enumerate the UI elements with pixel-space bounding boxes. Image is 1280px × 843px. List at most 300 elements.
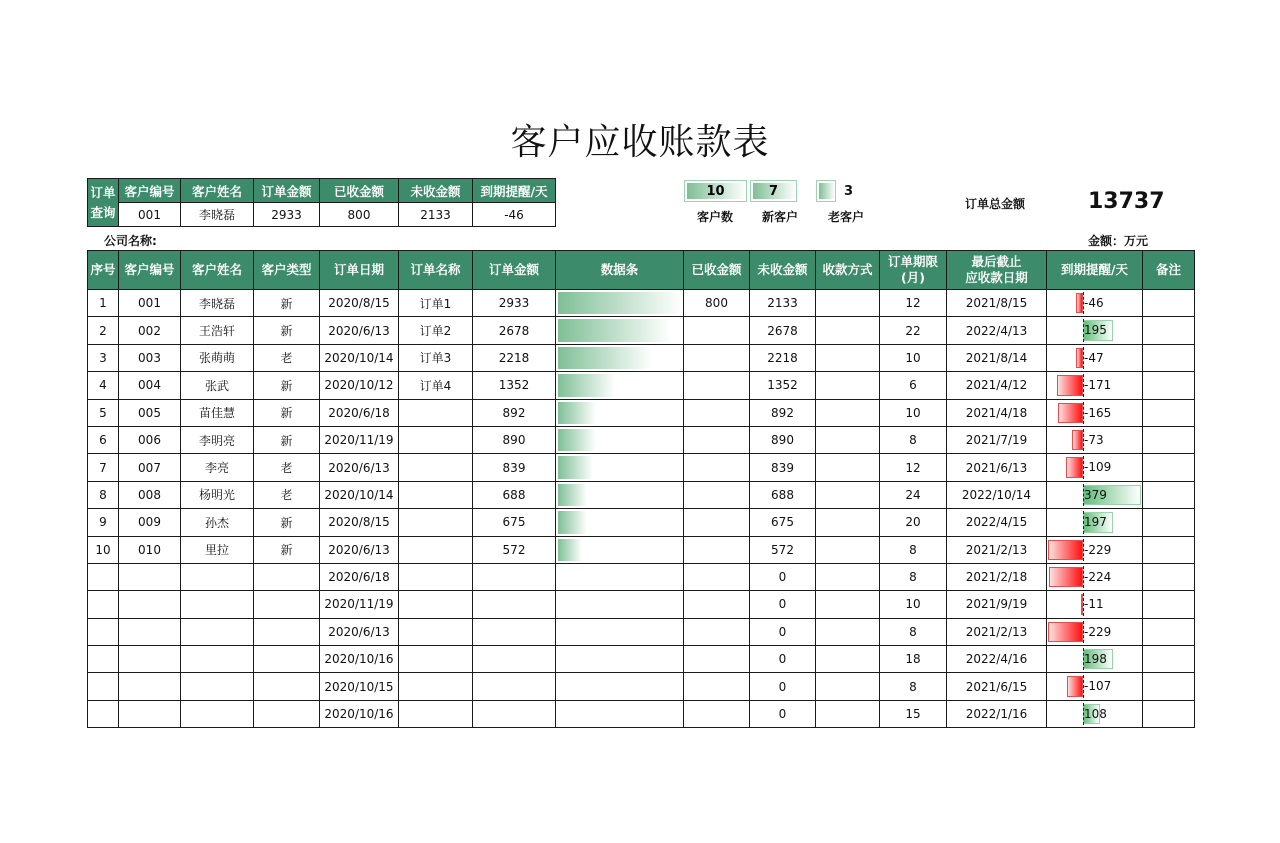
cell-10[interactable] bbox=[816, 700, 880, 727]
table-header-row bbox=[88, 251, 1195, 290]
cell-2[interactable] bbox=[181, 618, 254, 645]
amount-data-bar bbox=[558, 347, 652, 369]
cell-11[interactable]: 10 bbox=[880, 344, 947, 371]
cell-10[interactable] bbox=[816, 399, 880, 426]
cell-10[interactable] bbox=[816, 372, 880, 399]
cell-12[interactable]: 2021/2/13 bbox=[947, 536, 1047, 563]
cell-8[interactable] bbox=[684, 426, 750, 453]
cell-6[interactable] bbox=[473, 618, 556, 645]
cell-14[interactable] bbox=[1143, 673, 1195, 700]
cell-6[interactable]: 675 bbox=[473, 509, 556, 536]
cell-6[interactable] bbox=[473, 646, 556, 673]
cell-4[interactable]: 2020/6/13 bbox=[320, 317, 399, 344]
cell-10[interactable] bbox=[816, 426, 880, 453]
cell-4[interactable]: 2020/10/15 bbox=[320, 673, 399, 700]
cell-0[interactable]: 4 bbox=[88, 372, 119, 399]
cell-6[interactable]: 572 bbox=[473, 536, 556, 563]
cell-4[interactable]: 2020/6/13 bbox=[320, 618, 399, 645]
cell-10[interactable] bbox=[816, 317, 880, 344]
cell-14[interactable] bbox=[1143, 591, 1195, 618]
cell-11[interactable]: 8 bbox=[880, 618, 947, 645]
cell-11[interactable]: 24 bbox=[880, 481, 947, 508]
cell-5[interactable] bbox=[399, 673, 473, 700]
new-customer-label: 新客户 bbox=[762, 210, 799, 224]
cell-9[interactable]: 0 bbox=[750, 673, 816, 700]
column-header: 未收金额 bbox=[750, 251, 816, 290]
cell-8[interactable] bbox=[684, 700, 750, 727]
cell-12[interactable]: 2021/8/14 bbox=[947, 344, 1047, 371]
cell-1[interactable]: 005 bbox=[119, 399, 181, 426]
due-data-bar bbox=[1049, 567, 1083, 587]
due-days-value: -109 bbox=[1084, 460, 1112, 475]
query-header: 到期提醒/天 bbox=[473, 179, 556, 203]
cell-10[interactable] bbox=[816, 509, 880, 536]
cell-10[interactable] bbox=[816, 618, 880, 645]
amount-data-bar bbox=[558, 429, 596, 451]
cell-0[interactable]: 10 bbox=[88, 536, 119, 563]
cell-2[interactable] bbox=[181, 646, 254, 673]
cell-1[interactable]: 004 bbox=[119, 372, 181, 399]
cell-3[interactable]: 老 bbox=[254, 344, 320, 371]
cell-3[interactable]: 新 bbox=[254, 509, 320, 536]
column-header: 收款方式 bbox=[816, 251, 880, 290]
data-bar-cell[interactable] bbox=[556, 399, 684, 426]
cell-12[interactable]: 2022/4/16 bbox=[947, 646, 1047, 673]
table-row bbox=[88, 372, 1195, 399]
table-row bbox=[88, 290, 1195, 317]
cell-5[interactable]: 订单2 bbox=[399, 317, 473, 344]
cell-0[interactable]: 1 bbox=[88, 290, 119, 317]
receivables-table bbox=[87, 250, 1195, 728]
data-bar-cell[interactable] bbox=[556, 563, 684, 590]
due-reminder-cell[interactable] bbox=[1047, 290, 1143, 317]
table-row bbox=[88, 591, 1195, 618]
cell-3[interactable]: 新 bbox=[254, 399, 320, 426]
cell-0[interactable] bbox=[88, 700, 119, 727]
cell-0[interactable] bbox=[88, 673, 119, 700]
cell-10[interactable] bbox=[816, 591, 880, 618]
cell-5[interactable] bbox=[399, 563, 473, 590]
due-days-value: -165 bbox=[1084, 405, 1112, 420]
cell-11[interactable]: 22 bbox=[880, 317, 947, 344]
cell-11[interactable]: 8 bbox=[880, 536, 947, 563]
due-reminder-cell[interactable] bbox=[1047, 509, 1143, 536]
cell-3[interactable]: 新 bbox=[254, 372, 320, 399]
cell-8[interactable]: 800 bbox=[684, 290, 750, 317]
cell-1[interactable]: 008 bbox=[119, 481, 181, 508]
cell-0[interactable]: 2 bbox=[88, 317, 119, 344]
cell-1[interactable]: 010 bbox=[119, 536, 181, 563]
query-header: 订单金额 bbox=[254, 179, 320, 203]
cell-14[interactable] bbox=[1143, 290, 1195, 317]
cell-1[interactable]: 006 bbox=[119, 426, 181, 453]
cell-14[interactable] bbox=[1143, 618, 1195, 645]
column-header: 客户编号 bbox=[119, 251, 181, 290]
query-value[interactable]: 800 bbox=[320, 203, 399, 227]
query-value[interactable]: -46 bbox=[473, 203, 556, 227]
cell-14[interactable] bbox=[1143, 372, 1195, 399]
cell-8[interactable] bbox=[684, 481, 750, 508]
cell-4[interactable]: 2020/11/19 bbox=[320, 426, 399, 453]
cell-2[interactable] bbox=[181, 563, 254, 590]
due-days-value: -229 bbox=[1084, 542, 1112, 557]
cell-3[interactable] bbox=[254, 591, 320, 618]
cell-2[interactable]: 王浩轩 bbox=[181, 317, 254, 344]
cell-2[interactable]: 张武 bbox=[181, 372, 254, 399]
due-reminder-cell[interactable] bbox=[1047, 372, 1143, 399]
cell-4[interactable]: 2020/10/16 bbox=[320, 700, 399, 727]
due-days-value: 198 bbox=[1084, 652, 1107, 667]
cell-5[interactable] bbox=[399, 591, 473, 618]
cell-14[interactable] bbox=[1143, 481, 1195, 508]
cell-9[interactable]: 688 bbox=[750, 481, 816, 508]
cell-12[interactable]: 2021/6/13 bbox=[947, 454, 1047, 481]
cell-6[interactable]: 892 bbox=[473, 399, 556, 426]
cell-2[interactable] bbox=[181, 591, 254, 618]
cell-4[interactable]: 2020/6/18 bbox=[320, 563, 399, 590]
cell-9[interactable]: 0 bbox=[750, 563, 816, 590]
query-header: 客户姓名 bbox=[181, 179, 254, 203]
data-bar-cell[interactable] bbox=[556, 700, 684, 727]
cell-12[interactable]: 2021/2/18 bbox=[947, 563, 1047, 590]
due-reminder-cell[interactable] bbox=[1047, 536, 1143, 563]
cell-3[interactable]: 老 bbox=[254, 481, 320, 508]
cell-14[interactable] bbox=[1143, 317, 1195, 344]
data-bar-cell[interactable] bbox=[556, 372, 684, 399]
cell-3[interactable] bbox=[254, 618, 320, 645]
cell-12[interactable]: 2021/4/12 bbox=[947, 372, 1047, 399]
query-header: 已收金额 bbox=[320, 179, 399, 203]
cell-1[interactable]: 007 bbox=[119, 454, 181, 481]
cell-0[interactable] bbox=[88, 646, 119, 673]
cell-10[interactable] bbox=[816, 344, 880, 371]
cell-8[interactable] bbox=[684, 673, 750, 700]
cell-6[interactable]: 890 bbox=[473, 426, 556, 453]
cell-9[interactable]: 2133 bbox=[750, 290, 816, 317]
due-data-bar bbox=[1048, 622, 1083, 642]
cell-14[interactable] bbox=[1143, 509, 1195, 536]
cell-3[interactable]: 新 bbox=[254, 426, 320, 453]
cell-12[interactable]: 2021/6/15 bbox=[947, 673, 1047, 700]
cell-5[interactable] bbox=[399, 426, 473, 453]
query-header: 客户编号 bbox=[119, 179, 181, 203]
cell-8[interactable] bbox=[684, 454, 750, 481]
cell-6[interactable]: 2218 bbox=[473, 344, 556, 371]
due-reminder-cell[interactable] bbox=[1047, 426, 1143, 453]
cell-1[interactable] bbox=[119, 591, 181, 618]
cell-1[interactable] bbox=[119, 646, 181, 673]
column-header: 订单金额 bbox=[473, 251, 556, 290]
cell-0[interactable]: 8 bbox=[88, 481, 119, 508]
cell-3[interactable]: 新 bbox=[254, 317, 320, 344]
table-row bbox=[88, 646, 1195, 673]
table-row bbox=[88, 454, 1195, 481]
cell-6[interactable] bbox=[473, 591, 556, 618]
cell-14[interactable] bbox=[1143, 399, 1195, 426]
cell-1[interactable]: 002 bbox=[119, 317, 181, 344]
cell-1[interactable] bbox=[119, 618, 181, 645]
due-data-bar bbox=[1066, 457, 1083, 477]
cell-11[interactable]: 18 bbox=[880, 646, 947, 673]
cell-3[interactable] bbox=[254, 646, 320, 673]
cell-3[interactable] bbox=[254, 700, 320, 727]
cell-14[interactable] bbox=[1143, 563, 1195, 590]
cell-6[interactable] bbox=[473, 700, 556, 727]
cell-5[interactable] bbox=[399, 700, 473, 727]
amount-data-bar bbox=[558, 511, 587, 533]
due-reminder-cell[interactable] bbox=[1047, 673, 1143, 700]
cell-10[interactable] bbox=[816, 454, 880, 481]
cell-11[interactable]: 20 bbox=[880, 509, 947, 536]
cell-10[interactable] bbox=[816, 646, 880, 673]
cell-9[interactable]: 892 bbox=[750, 399, 816, 426]
data-bar-cell[interactable] bbox=[556, 646, 684, 673]
cell-3[interactable] bbox=[254, 563, 320, 590]
cell-9[interactable]: 2218 bbox=[750, 344, 816, 371]
table-row bbox=[88, 317, 1195, 344]
due-days-value: -73 bbox=[1084, 432, 1104, 447]
cell-2[interactable]: 苗佳慧 bbox=[181, 399, 254, 426]
table-row bbox=[88, 700, 1195, 727]
cell-11[interactable]: 12 bbox=[880, 454, 947, 481]
due-days-value: -47 bbox=[1084, 350, 1104, 365]
cell-0[interactable]: 7 bbox=[88, 454, 119, 481]
due-reminder-cell[interactable] bbox=[1047, 344, 1143, 371]
cell-12[interactable]: 2022/10/14 bbox=[947, 481, 1047, 508]
cell-10[interactable] bbox=[816, 673, 880, 700]
cell-8[interactable] bbox=[684, 618, 750, 645]
due-data-bar bbox=[1076, 348, 1083, 368]
cell-9[interactable]: 1352 bbox=[750, 372, 816, 399]
cell-8[interactable] bbox=[684, 344, 750, 371]
cell-9[interactable]: 0 bbox=[750, 618, 816, 645]
cell-6[interactable]: 1352 bbox=[473, 372, 556, 399]
cell-14[interactable] bbox=[1143, 536, 1195, 563]
due-days-value: -107 bbox=[1084, 679, 1112, 694]
data-bar-cell[interactable] bbox=[556, 317, 684, 344]
query-value[interactable]: 2933 bbox=[254, 203, 320, 227]
cell-1[interactable]: 003 bbox=[119, 344, 181, 371]
cell-4[interactable]: 2020/10/16 bbox=[320, 646, 399, 673]
cell-9[interactable]: 839 bbox=[750, 454, 816, 481]
cell-8[interactable] bbox=[684, 646, 750, 673]
cell-2[interactable]: 张萌萌 bbox=[181, 344, 254, 371]
cell-8[interactable] bbox=[684, 536, 750, 563]
cell-4[interactable]: 2020/6/13 bbox=[320, 536, 399, 563]
cell-6[interactable]: 839 bbox=[473, 454, 556, 481]
cell-3[interactable]: 老 bbox=[254, 454, 320, 481]
cell-5[interactable] bbox=[399, 536, 473, 563]
cell-2[interactable]: 里拉 bbox=[181, 536, 254, 563]
data-bar-cell[interactable] bbox=[556, 454, 684, 481]
table-row bbox=[88, 618, 1195, 645]
cell-3[interactable] bbox=[254, 673, 320, 700]
due-reminder-cell[interactable] bbox=[1047, 317, 1143, 344]
due-days-value: 379 bbox=[1084, 487, 1107, 502]
cell-9[interactable]: 0 bbox=[750, 646, 816, 673]
cell-2[interactable] bbox=[181, 673, 254, 700]
cell-6[interactable]: 2933 bbox=[473, 290, 556, 317]
due-reminder-cell[interactable] bbox=[1047, 591, 1143, 618]
cell-4[interactable]: 2020/8/15 bbox=[320, 509, 399, 536]
due-reminder-cell[interactable] bbox=[1047, 399, 1143, 426]
cell-9[interactable]: 2678 bbox=[750, 317, 816, 344]
due-days-value: 197 bbox=[1084, 515, 1107, 530]
cell-8[interactable] bbox=[684, 399, 750, 426]
cell-9[interactable]: 0 bbox=[750, 591, 816, 618]
data-bar-cell[interactable] bbox=[556, 290, 684, 317]
data-bar-cell[interactable] bbox=[556, 509, 684, 536]
cell-0[interactable] bbox=[88, 563, 119, 590]
cell-12[interactable]: 2022/4/13 bbox=[947, 317, 1047, 344]
cell-5[interactable]: 订单1 bbox=[399, 290, 473, 317]
data-bar-cell[interactable] bbox=[556, 673, 684, 700]
cell-5[interactable] bbox=[399, 646, 473, 673]
cell-9[interactable]: 890 bbox=[750, 426, 816, 453]
cell-12[interactable]: 2021/2/13 bbox=[947, 618, 1047, 645]
due-reminder-cell[interactable] bbox=[1047, 618, 1143, 645]
cell-11[interactable]: 8 bbox=[880, 426, 947, 453]
cell-11[interactable]: 15 bbox=[880, 700, 947, 727]
cell-2[interactable]: 李晓磊 bbox=[181, 290, 254, 317]
cell-12[interactable]: 2021/4/18 bbox=[947, 399, 1047, 426]
column-header: 已收金额 bbox=[684, 251, 750, 290]
cell-12[interactable]: 2021/8/15 bbox=[947, 290, 1047, 317]
amount-data-bar bbox=[558, 484, 587, 506]
cell-3[interactable]: 新 bbox=[254, 290, 320, 317]
cell-14[interactable] bbox=[1143, 344, 1195, 371]
cell-12[interactable]: 2022/4/15 bbox=[947, 509, 1047, 536]
cell-10[interactable] bbox=[816, 563, 880, 590]
cell-11[interactable]: 10 bbox=[880, 399, 947, 426]
new-customer-box bbox=[750, 180, 797, 202]
cell-5[interactable] bbox=[399, 454, 473, 481]
cell-10[interactable] bbox=[816, 536, 880, 563]
cell-11[interactable]: 8 bbox=[880, 673, 947, 700]
total-amount-value: 13737 bbox=[1088, 189, 1165, 214]
cell-9[interactable]: 675 bbox=[750, 509, 816, 536]
cell-8[interactable] bbox=[684, 591, 750, 618]
due-days-value: -229 bbox=[1084, 624, 1112, 639]
cell-4[interactable]: 2020/11/19 bbox=[320, 591, 399, 618]
cell-1[interactable] bbox=[119, 563, 181, 590]
cell-11[interactable]: 8 bbox=[880, 563, 947, 590]
cell-9[interactable]: 0 bbox=[750, 700, 816, 727]
due-reminder-cell[interactable] bbox=[1047, 481, 1143, 508]
due-reminder-cell[interactable] bbox=[1047, 563, 1143, 590]
cell-4[interactable]: 2020/10/14 bbox=[320, 344, 399, 371]
amount-data-bar bbox=[558, 539, 582, 561]
due-days-value: -11 bbox=[1084, 597, 1104, 612]
query-value[interactable]: 2133 bbox=[399, 203, 473, 227]
cell-12[interactable]: 2021/9/19 bbox=[947, 591, 1047, 618]
query-value[interactable]: 李晓磊 bbox=[181, 203, 254, 227]
cell-10[interactable] bbox=[816, 481, 880, 508]
cell-11[interactable]: 6 bbox=[880, 372, 947, 399]
cell-5[interactable] bbox=[399, 481, 473, 508]
cell-5[interactable] bbox=[399, 399, 473, 426]
cell-3[interactable]: 新 bbox=[254, 536, 320, 563]
cell-14[interactable] bbox=[1143, 454, 1195, 481]
cell-6[interactable] bbox=[473, 673, 556, 700]
due-reminder-cell[interactable] bbox=[1047, 700, 1143, 727]
cell-5[interactable] bbox=[399, 509, 473, 536]
cell-4[interactable]: 2020/6/18 bbox=[320, 399, 399, 426]
table-row bbox=[88, 481, 1195, 508]
cell-0[interactable]: 9 bbox=[88, 509, 119, 536]
cell-14[interactable] bbox=[1143, 426, 1195, 453]
cell-2[interactable]: 杨明光 bbox=[181, 481, 254, 508]
cell-2[interactable]: 李亮 bbox=[181, 454, 254, 481]
cell-11[interactable]: 12 bbox=[880, 290, 947, 317]
due-data-bar bbox=[1072, 430, 1083, 450]
cell-0[interactable] bbox=[88, 618, 119, 645]
cell-12[interactable]: 2022/1/16 bbox=[947, 700, 1047, 727]
cell-8[interactable] bbox=[684, 372, 750, 399]
cell-0[interactable] bbox=[88, 591, 119, 618]
customer-count-box bbox=[684, 180, 747, 202]
cell-8[interactable] bbox=[684, 563, 750, 590]
old-customer-bar bbox=[816, 180, 836, 202]
old-customer-label: 老客户 bbox=[828, 210, 865, 224]
cell-5[interactable] bbox=[399, 618, 473, 645]
data-bar-cell[interactable] bbox=[556, 591, 684, 618]
cell-6[interactable]: 688 bbox=[473, 481, 556, 508]
cell-0[interactable]: 6 bbox=[88, 426, 119, 453]
cell-5[interactable]: 订单3 bbox=[399, 344, 473, 371]
table-row bbox=[88, 399, 1195, 426]
cell-10[interactable] bbox=[816, 290, 880, 317]
cell-6[interactable] bbox=[473, 563, 556, 590]
cell-14[interactable] bbox=[1143, 646, 1195, 673]
due-data-bar bbox=[1067, 676, 1083, 696]
cell-1[interactable]: 001 bbox=[119, 290, 181, 317]
cell-1[interactable] bbox=[119, 700, 181, 727]
due-days-value: -171 bbox=[1084, 378, 1112, 393]
cell-4[interactable]: 2020/10/12 bbox=[320, 372, 399, 399]
cell-12[interactable]: 2021/7/19 bbox=[947, 426, 1047, 453]
due-reminder-cell[interactable] bbox=[1047, 454, 1143, 481]
cell-2[interactable] bbox=[181, 700, 254, 727]
old-customer-value: 3 bbox=[844, 184, 854, 199]
data-bar-cell[interactable] bbox=[556, 536, 684, 563]
cell-2[interactable]: 李明亮 bbox=[181, 426, 254, 453]
cell-0[interactable]: 5 bbox=[88, 399, 119, 426]
cell-1[interactable]: 009 bbox=[119, 509, 181, 536]
cell-14[interactable] bbox=[1143, 700, 1195, 727]
data-bar-cell[interactable] bbox=[556, 618, 684, 645]
cell-2[interactable]: 孙杰 bbox=[181, 509, 254, 536]
due-reminder-cell[interactable] bbox=[1047, 646, 1143, 673]
cell-4[interactable]: 2020/8/15 bbox=[320, 290, 399, 317]
cell-1[interactable] bbox=[119, 673, 181, 700]
data-bar-cell[interactable] bbox=[556, 481, 684, 508]
cell-0[interactable]: 3 bbox=[88, 344, 119, 371]
cell-11[interactable]: 10 bbox=[880, 591, 947, 618]
cell-9[interactable]: 572 bbox=[750, 536, 816, 563]
cell-5[interactable]: 订单4 bbox=[399, 372, 473, 399]
data-bar-cell[interactable] bbox=[556, 426, 684, 453]
due-data-bar bbox=[1058, 403, 1083, 423]
cell-6[interactable]: 2678 bbox=[473, 317, 556, 344]
cell-8[interactable] bbox=[684, 509, 750, 536]
data-bar-cell[interactable] bbox=[556, 344, 684, 371]
query-value[interactable]: 001 bbox=[119, 203, 181, 227]
cell-4[interactable]: 2020/10/14 bbox=[320, 481, 399, 508]
due-data-bar bbox=[1076, 293, 1083, 313]
cell-8[interactable] bbox=[684, 317, 750, 344]
cell-4[interactable]: 2020/6/13 bbox=[320, 454, 399, 481]
